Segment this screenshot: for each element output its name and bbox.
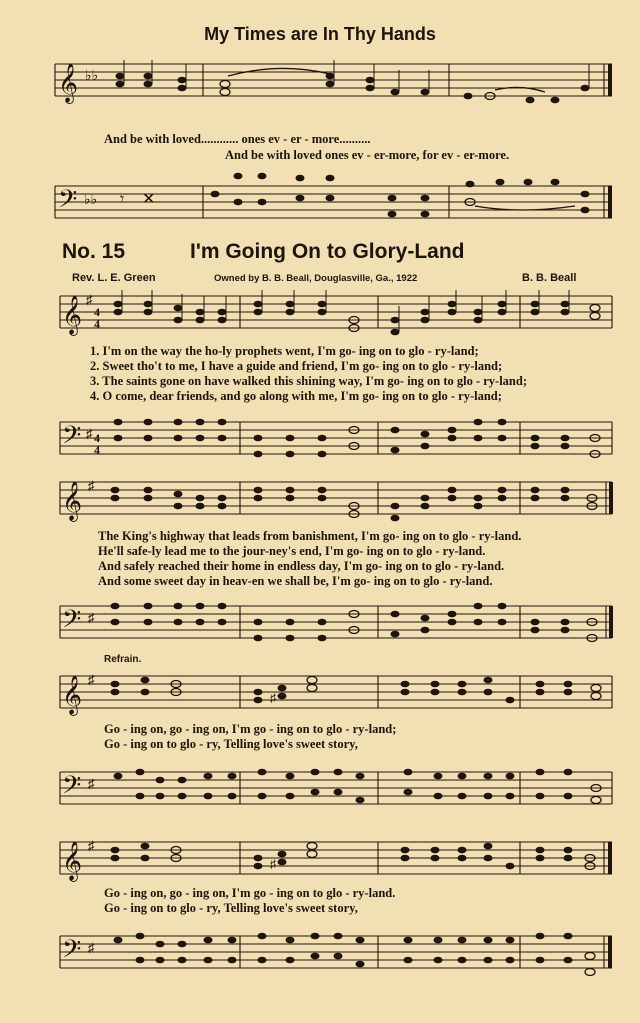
svg-text:♯: ♯ xyxy=(270,691,276,705)
hymn-owner: Owned by B. B. Beall, Douglasville, Ga., 1922 xyxy=(214,273,418,284)
refrain-label: Refrain. xyxy=(104,654,142,665)
svg-text:𝄢: 𝄢 xyxy=(62,606,82,639)
verse3-line-2: And safely reached their home in endless day, I'm go- ing on to glo - ry-land. xyxy=(98,559,505,573)
svg-text:♯: ♯ xyxy=(88,478,95,493)
system3-bass-staff xyxy=(0,756,640,816)
refrain2-line-1: Go - ing on, go - ing on, I'm go - ing on to glo - ry-land. xyxy=(104,886,396,900)
hymn-title: I'm Going On to Glory-Land xyxy=(190,240,465,263)
svg-text:𝄢: 𝄢 xyxy=(62,422,82,455)
system2-bass-staff xyxy=(0,592,640,650)
svg-text:𝄢: 𝄢 xyxy=(62,936,82,969)
svg-text:♯: ♯ xyxy=(88,940,95,955)
svg-text:♯: ♯ xyxy=(88,838,95,853)
system1-bass-staff xyxy=(0,408,640,466)
verse2-line-1: 2. Sweet tho't to me, I have a guide and friend, I'm go- ing on to glo - ry-land; xyxy=(90,359,503,373)
svg-text:4: 4 xyxy=(94,443,100,457)
svg-text:♭♭: ♭♭ xyxy=(85,69,99,84)
svg-text:♯: ♯ xyxy=(88,776,95,791)
svg-text:𝄞: 𝄞 xyxy=(62,677,83,714)
system1-treble-staff xyxy=(0,290,640,346)
svg-text:♯: ♯ xyxy=(88,672,95,687)
verse2-line-2: He'll safe-ly lead me to the jour-ney's end, I'm go- ing on to glo - ry-land. xyxy=(98,544,486,558)
hymn-author: Rev. L. E. Green xyxy=(72,272,156,284)
svg-text:4: 4 xyxy=(94,317,100,331)
verse4-line-1: 4. O come, dear friends, and go along with me, I'm go- ing on to glo - ry-land; xyxy=(90,389,502,403)
svg-text:♯: ♯ xyxy=(88,610,95,625)
hymn-number: No. 15 xyxy=(62,240,126,263)
refrain2-line-2: Go - ing on to glo - ry, Telling love's sweet story, xyxy=(104,901,358,915)
svg-text:𝄞: 𝄞 xyxy=(62,843,83,880)
hymn-composer: B. B. Beall xyxy=(522,272,577,284)
verse4-line-2: And some sweet day in heav-en we shall be, I'm go- ing on to glo - ry-land. xyxy=(98,574,493,588)
prev-hymn-treble-staff xyxy=(0,56,640,118)
refrain1-line-1: Go - ing on, go - ing on, I'm go - ing on to glo - ry-land; xyxy=(104,722,397,736)
system2-treble-staff xyxy=(0,476,640,532)
prev-lyric-line-1: And be with loved............ ones ev - er - more.......... xyxy=(104,132,371,146)
system3-treble-staff xyxy=(0,670,640,724)
system4-bass-staff xyxy=(0,920,640,984)
svg-text:𝄢: 𝄢 xyxy=(58,185,78,220)
svg-text:♯: ♯ xyxy=(86,426,93,441)
system4-treble-staff xyxy=(0,836,640,890)
svg-text:4: 4 xyxy=(94,431,100,445)
verse1-line-1: 1. I'm on the way the ho-ly prophets went, I'm go- ing on to glo - ry-land; xyxy=(90,344,479,358)
svg-text:𝄞: 𝄞 xyxy=(58,63,79,103)
refrain1-line-2: Go - ing on to glo - ry, Telling love's sweet story, xyxy=(104,737,358,751)
verse1-line-2: The King's highway that leads from banishment, I'm go- ing on to glo - ry-land. xyxy=(98,529,522,543)
prev-hymn-title: My Times are In Thy Hands xyxy=(204,24,436,44)
svg-text:♯: ♯ xyxy=(270,857,276,871)
svg-text:4: 4 xyxy=(94,305,100,319)
prev-lyric-line-2: And be with loved ones ev - er-more, for ev - er-more. xyxy=(225,148,510,162)
verse3-line-1: 3. The saints gone on have walked this shining way, I'm go- ing on to glo - ry-land; xyxy=(90,374,527,388)
svg-text:𝄢: 𝄢 xyxy=(62,772,82,805)
svg-text:♭♭: ♭♭ xyxy=(84,193,98,208)
svg-text:𝄞: 𝄞 xyxy=(62,483,83,520)
svg-text:✕: ✕ xyxy=(142,191,156,208)
svg-text:𝄞: 𝄞 xyxy=(62,297,83,334)
svg-text:𝄾: 𝄾 xyxy=(120,191,125,208)
prev-hymn-bass-staff xyxy=(0,164,640,230)
svg-text:♯: ♯ xyxy=(86,292,93,307)
